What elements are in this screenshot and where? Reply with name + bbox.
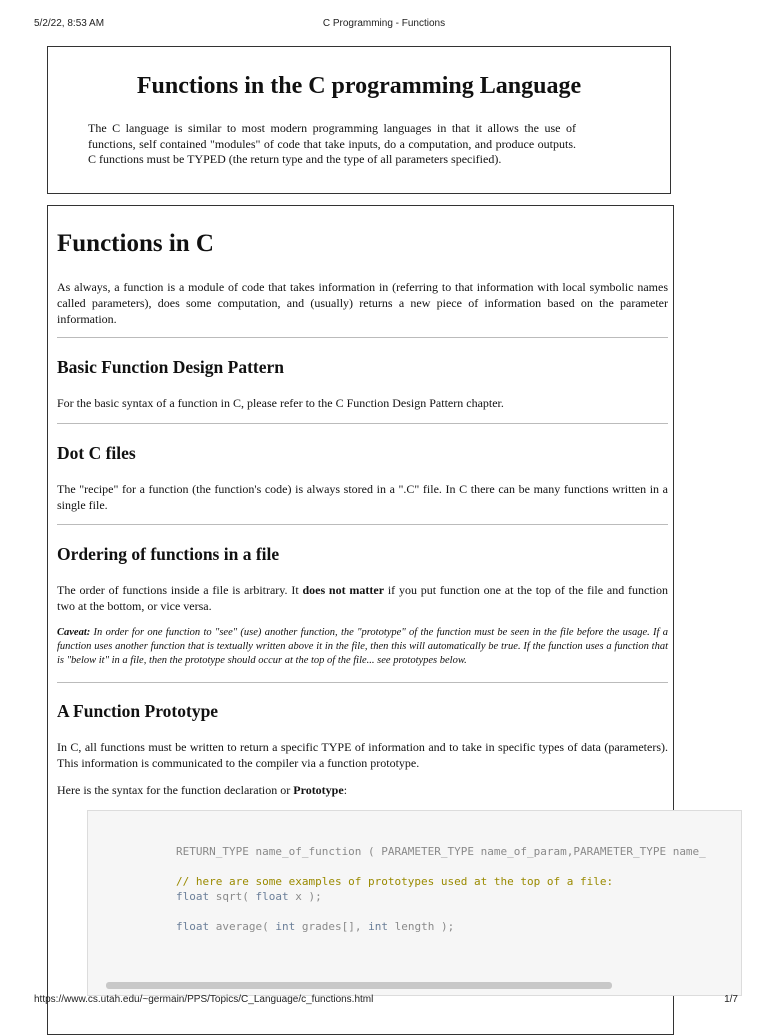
- print-page-number: 1/7: [724, 994, 738, 1005]
- page-title: Functions in the C programming Language: [136, 73, 582, 99]
- basic-text: For the basic syntax of a function in C, please refer to the C Function Design Pattern chapter.: [57, 396, 504, 410]
- caveat-label: Caveat:: [57, 627, 91, 638]
- dotc-heading: Dot C files: [57, 443, 136, 463]
- code-line: RETURN_TYPE name_of_function ( PARAMETER_TYPE name_of_param,PARAMETER_TYPE name_: [176, 845, 706, 858]
- section-intro: As always, a function is a module of code that takes information in (referring to that information with local symbolic names called parameters), does some computation, and (usually) returns a new piece of information based on the parameter information.: [57, 280, 668, 326]
- code-line: float sqrt( float x );: [176, 890, 322, 903]
- prototype-syntax-intro: Here is the syntax for the function declaration or Prototype:: [57, 783, 348, 797]
- emphasis: does not matter: [302, 583, 385, 597]
- intro-box: [47, 46, 671, 194]
- print-datetime: 5/2/22, 8:53 AM: [34, 18, 105, 29]
- caveat-note: Caveat: In order for one function to "see" (use) another function, the "prototype" of the function must be seen in the file before the usage. If a function uses another function that is textually written above it in the file, then this will automatically be true. If the function uses a function that is "below it" in a file, then the prototype should occur at the top of the file... see prototypes below.: [57, 627, 668, 666]
- prototype-heading: A Function Prototype: [57, 701, 219, 721]
- code-block: [87, 810, 742, 996]
- prototype-text: In C, all functions must be written to return a specific TYPE of information and to take in specific types of data (parameters). This information is communicated to the compiler via a function prototype.: [57, 740, 668, 770]
- dotc-text: The "recipe" for a function (the function's code) is always stored in a ".C" file. In C there can be many functions written in a single file.: [57, 482, 668, 512]
- print-url: https://www.cs.utah.edu/~germain/PPS/Topics/C_Language/c_functions.html: [34, 994, 374, 1005]
- divider: [57, 423, 668, 424]
- code-comment: // here are some examples of prototypes used at the top of a file:: [176, 875, 614, 888]
- divider: [57, 337, 668, 338]
- ordering-heading: Ordering of functions in a file: [57, 544, 280, 564]
- section-title: Functions in C: [57, 230, 214, 257]
- basic-heading: Basic Function Design Pattern: [57, 357, 285, 377]
- code-line: float average( int grades[], int length );: [176, 920, 455, 933]
- horizontal-scrollbar[interactable]: [106, 982, 612, 989]
- divider: [57, 524, 668, 525]
- prototype-keyword: Prototype: [293, 783, 344, 797]
- ordering-text: The order of functions inside a file is arbitrary. It does not matter if you put function one at the top of the file and function two at the bottom, or vice versa.: [57, 583, 668, 613]
- print-page-title: C Programming - Functions: [322, 18, 446, 29]
- intro-text: The C language is similar to most modern programming languages in that it allows the use of functions, self contained "modules" of code that take inputs, do a computation, and produce outputs. C functions must be TYPED (the return type and the type of all parameters specified).: [88, 121, 576, 166]
- divider: [57, 682, 668, 683]
